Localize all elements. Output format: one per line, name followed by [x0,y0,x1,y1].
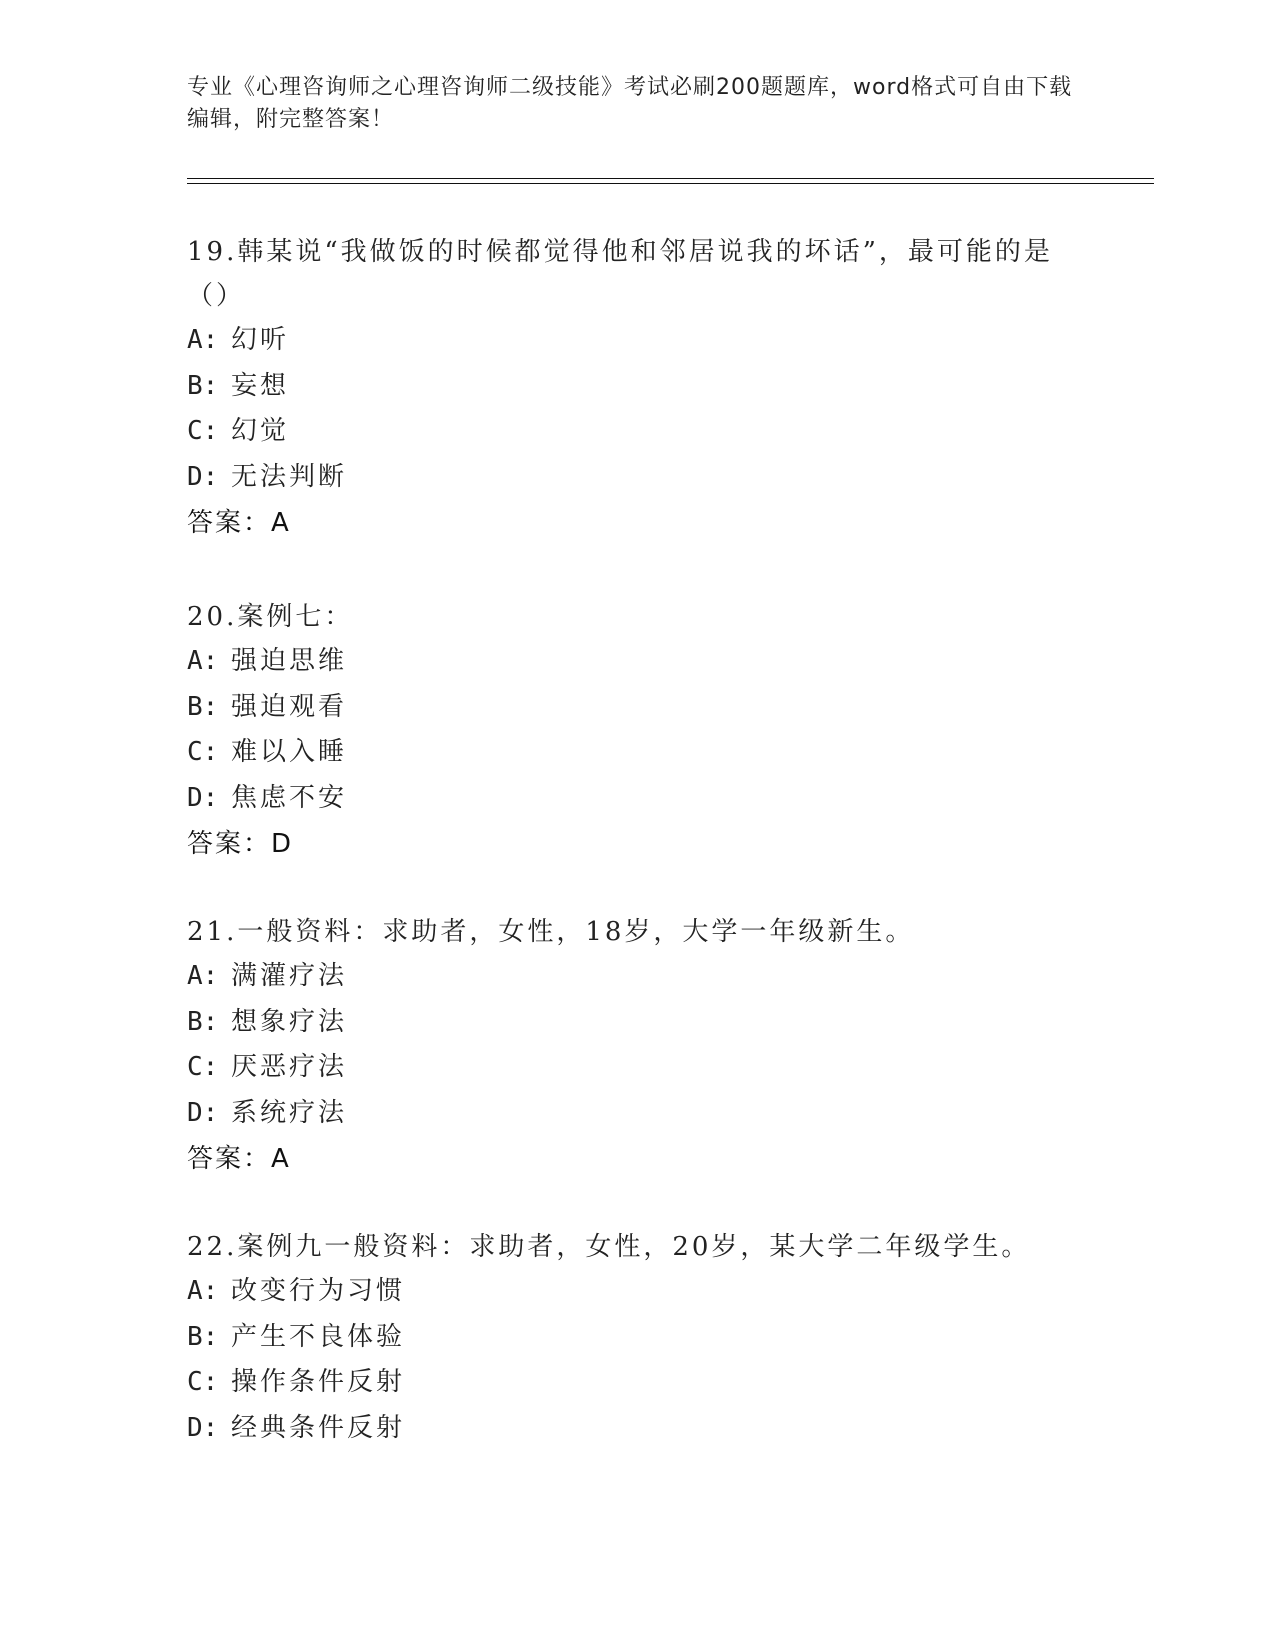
option-text: 幻听 [231,325,290,355]
option-letter: D: [187,782,219,813]
option-letter: A: [187,1276,219,1306]
question-19 [187,230,1087,546]
option-text: 强迫观看 [231,691,348,722]
option-letter: D: [187,461,219,492]
option-b [187,364,1087,410]
question-text: 21.一般资料：求助者，女性，18岁，大学一年级新生。 [187,917,915,947]
option-text: 改变行为习惯 [231,1276,406,1306]
option-d [187,455,1087,501]
option-letter: B: [187,1321,219,1352]
option-b [187,1000,1087,1046]
option-text: 满灌疗法 [231,961,348,991]
question-22 [187,1225,1087,1451]
option-a [187,318,1087,364]
option-letter: B: [187,691,219,722]
option-text: 产生不良体验 [231,1321,406,1352]
option-letter: B: [187,370,219,401]
option-text: 无法判断 [231,461,348,492]
option-d [187,776,1087,822]
header-divider-top [187,178,1154,179]
question-text: 19.韩某说“我做饭的时候都觉得他和邻居说我的坏话”，最可能的是（） [187,237,1053,311]
option-letter: C: [187,737,219,767]
option-letter: D: [187,1097,219,1128]
option-letter: D: [187,1412,219,1443]
option-c [187,409,1087,455]
question-20 [187,595,1087,867]
option-b [187,1315,1087,1361]
option-letter: C: [187,416,219,446]
option-letter: B: [187,1006,219,1037]
document-intro: 专业《心理咨询师之心理咨询师二级技能》考试必刷200题题库，word格式可自由下载编辑，附完整答案！ [187,75,1073,132]
option-letter: C: [187,1367,219,1397]
option-text: 焦虑不安 [231,782,348,813]
option-d [187,1406,1087,1452]
option-letter: A: [187,325,219,355]
answer-text: 答案：D [187,829,294,859]
option-text: 强迫思维 [231,646,348,676]
question-21 [187,910,1087,1182]
option-c [187,1045,1087,1091]
option-text: 妄想 [231,370,290,401]
option-a [187,639,1087,685]
answer-text: 答案：A [187,508,291,538]
option-letter: C: [187,1052,219,1082]
header-divider-bottom [187,183,1154,184]
option-a [187,954,1087,1000]
option-text: 厌恶疗法 [231,1052,348,1082]
option-letter: A: [187,646,219,676]
option-text: 想象疗法 [231,1006,348,1037]
option-text: 幻觉 [231,416,290,446]
option-text: 难以入睡 [231,737,348,767]
question-text: 20.案例七： [187,602,354,632]
option-c [187,730,1087,776]
option-a [187,1269,1087,1315]
option-text: 系统疗法 [231,1097,348,1128]
answer-text: 答案：A [187,1144,291,1174]
option-c [187,1360,1087,1406]
question-text: 22.案例九一般资料：求助者，女性，20岁，某大学二年级学生。 [187,1232,1031,1262]
option-b [187,685,1087,731]
option-letter: A: [187,961,219,991]
option-d [187,1091,1087,1137]
option-text: 操作条件反射 [231,1367,406,1397]
option-text: 经典条件反射 [231,1412,406,1443]
